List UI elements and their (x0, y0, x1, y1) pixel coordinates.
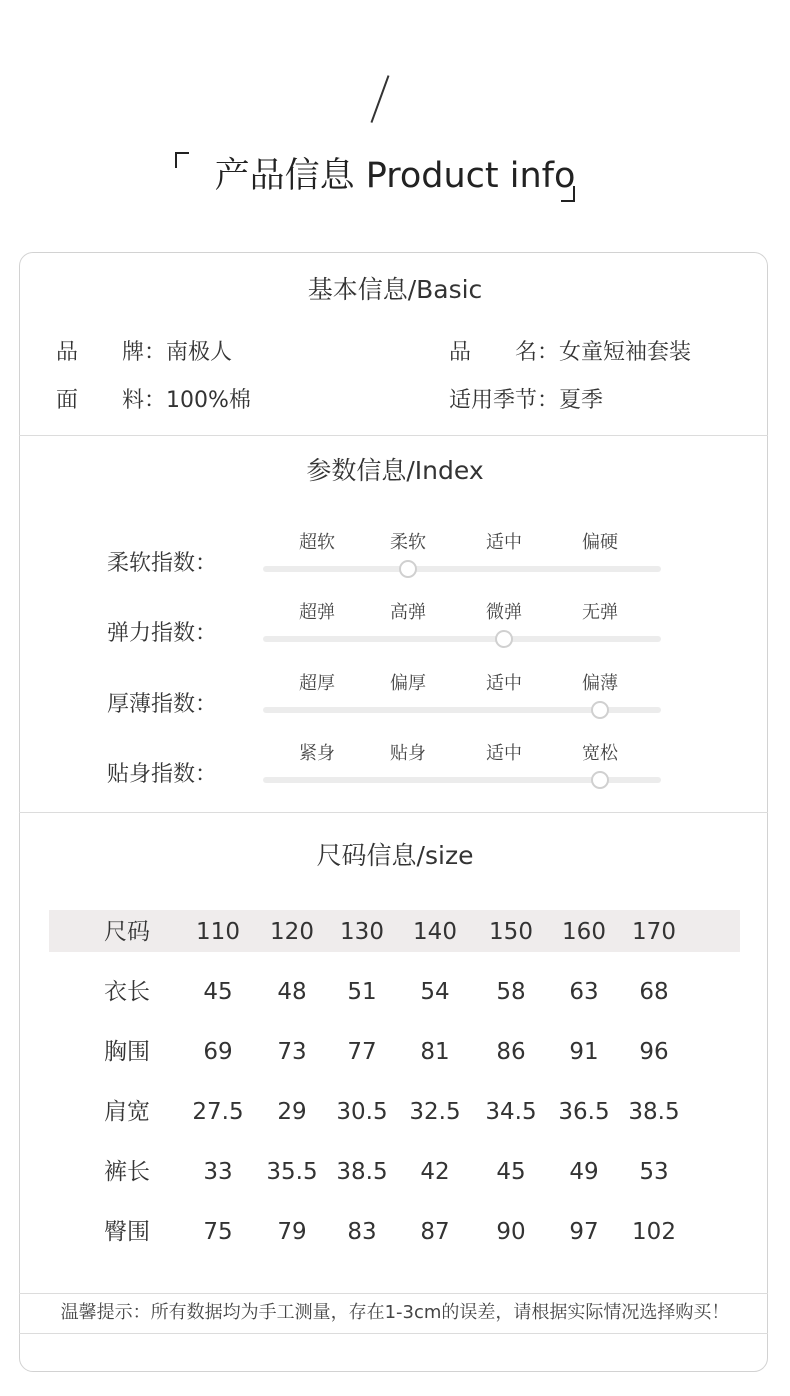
size-table-cell: 73 (277, 1039, 307, 1065)
size-table-cell: 102 (632, 1219, 676, 1245)
size-table-cell: 45 (203, 979, 233, 1005)
page-title: 产品信息 Product info (214, 156, 576, 196)
index-option: 适中 (486, 673, 522, 694)
index-section-title: 参数信息/Index (306, 456, 484, 485)
size-table-cell: 36.5 (558, 1099, 610, 1125)
size-section-title: 尺码信息/size (316, 841, 474, 870)
season-label: 适用季节： (449, 388, 560, 413)
index-option: 超软 (299, 532, 335, 553)
size-table-cell: 91 (569, 1039, 599, 1065)
basic-section-title: 基本信息/Basic (307, 275, 483, 304)
index-level-marker (399, 560, 417, 578)
index-track (263, 636, 661, 642)
index-option: 柔软 (390, 532, 426, 553)
basic-season (449, 386, 603, 416)
size-row-label: 衣长 (104, 979, 150, 1005)
index-option: 偏薄 (582, 673, 618, 694)
size-table-cell: 90 (496, 1219, 526, 1245)
size-table-cell: 83 (347, 1219, 377, 1245)
brand-value: 南极人 (166, 340, 233, 365)
size-table-cell: 34.5 (485, 1099, 537, 1125)
index-option: 超弹 (299, 602, 335, 623)
size-row-label: 肩宽 (104, 1099, 150, 1125)
size-header-cell: 140 (413, 919, 457, 945)
size-table-cell: 35.5 (266, 1159, 318, 1185)
size-table-cell: 81 (420, 1039, 450, 1065)
size-row-label: 胸围 (104, 1039, 150, 1065)
size-table-cell: 42 (420, 1159, 450, 1185)
basic-fabric (56, 386, 251, 416)
measurement-note: 温馨提示：所有数据均为手工测量，存在1-3cm的误差，请根据实际情况选择购买！ (60, 1302, 730, 1323)
size-table-cell: 79 (277, 1219, 307, 1245)
season-value: 夏季 (559, 388, 604, 413)
index-option: 高弹 (390, 602, 426, 623)
size-row-label: 臀围 (104, 1219, 150, 1245)
size-table-cell: 30.5 (336, 1099, 388, 1125)
basic-name (449, 338, 691, 368)
decorative-slash (370, 75, 389, 123)
index-level-marker (591, 701, 609, 719)
size-table-cell: 29 (277, 1099, 307, 1125)
index-level-marker (495, 630, 513, 648)
size-table-cell: 86 (496, 1039, 526, 1065)
size-table-cell: 49 (569, 1159, 599, 1185)
index-row-label: 贴身指数： (107, 762, 218, 787)
size-table-cell: 32.5 (409, 1099, 461, 1125)
index-row-label: 柔软指数： (107, 551, 218, 576)
index-option: 贴身 (390, 743, 426, 764)
index-option: 微弹 (486, 602, 522, 623)
size-table-cell: 51 (347, 979, 377, 1005)
size-table-cell: 68 (639, 979, 669, 1005)
size-table-cell: 54 (420, 979, 450, 1005)
size-table-cell: 53 (639, 1159, 669, 1185)
size-table-cell: 69 (203, 1039, 233, 1065)
section-divider (19, 1333, 768, 1334)
size-table-cell: 97 (569, 1219, 599, 1245)
name-value: 女童短袖套装 (559, 340, 692, 365)
index-option: 超厚 (299, 673, 335, 694)
size-table-cell: 75 (203, 1219, 233, 1245)
size-row-label: 裤长 (104, 1159, 150, 1185)
size-table-cell: 33 (203, 1159, 233, 1185)
size-table-cell: 38.5 (336, 1159, 388, 1185)
brand-label: 品 牌： (56, 340, 167, 365)
size-header-cell: 150 (489, 919, 533, 945)
index-row-label: 弹力指数： (107, 621, 218, 646)
fabric-label: 面 料： (56, 388, 167, 413)
fabric-value: 100%棉 (166, 388, 251, 413)
index-level-marker (591, 771, 609, 789)
size-header-cell: 170 (632, 919, 676, 945)
size-table-cell: 96 (639, 1039, 669, 1065)
size-table-cell: 48 (277, 979, 307, 1005)
size-header-cell: 160 (562, 919, 606, 945)
index-option: 偏厚 (390, 673, 426, 694)
size-table-cell: 38.5 (628, 1099, 680, 1125)
size-table-cell: 87 (420, 1219, 450, 1245)
index-row-label: 厚薄指数： (107, 692, 218, 717)
index-track (263, 566, 661, 572)
corner-bracket-close-icon (561, 186, 575, 202)
name-label: 品 名： (449, 340, 560, 365)
size-header-cell: 120 (270, 919, 314, 945)
size-table-cell: 58 (496, 979, 526, 1005)
section-divider (19, 1293, 768, 1294)
index-option: 无弹 (582, 602, 618, 623)
index-option: 偏硬 (582, 532, 618, 553)
basic-brand (56, 338, 232, 368)
index-option: 适中 (486, 532, 522, 553)
index-option: 适中 (486, 743, 522, 764)
size-header-cell: 130 (340, 919, 384, 945)
section-divider (19, 812, 768, 813)
size-table-cell: 63 (569, 979, 599, 1005)
index-option: 宽松 (582, 743, 618, 764)
size-header-cell: 110 (196, 919, 240, 945)
size-table-cell: 45 (496, 1159, 526, 1185)
size-header-label: 尺码 (104, 919, 150, 945)
index-option: 紧身 (299, 743, 335, 764)
size-table-cell: 77 (347, 1039, 377, 1065)
size-table-cell: 27.5 (192, 1099, 244, 1125)
section-divider (19, 435, 768, 436)
